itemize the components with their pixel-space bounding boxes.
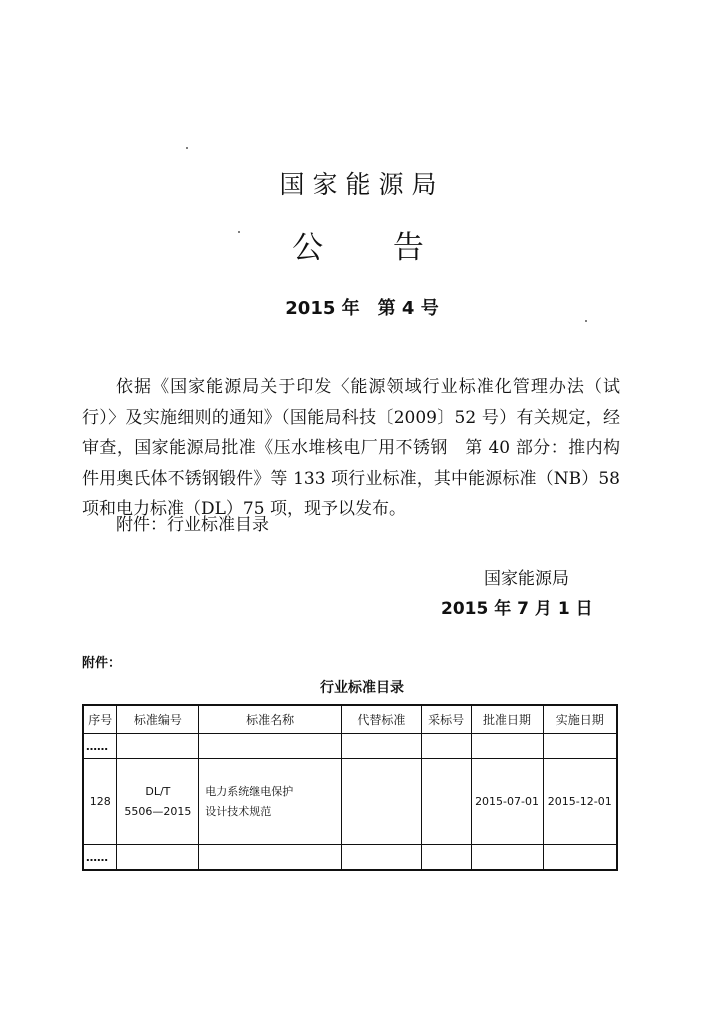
cell-code [117,845,199,871]
table-row [83,734,617,759]
cell-approved [471,845,543,871]
scan-speck [186,147,188,149]
code-line-number: 5506—2015 [124,804,192,818]
scan-speck [238,231,240,233]
cell-seq: 128 [83,759,117,845]
cell-code [117,734,199,759]
attachment-label: 附件： [82,656,122,671]
cell-adopted [421,734,471,759]
cell-seq: …… [83,845,117,871]
signature-organization: 国家能源局 [484,569,569,589]
column-header-code: 标准编号 [117,705,199,734]
issuing-organization-title: 国家能源局 [279,170,445,199]
signature-date: 2015 年 7 月 1 日 [441,599,593,619]
document-type-heading: 公 告 [292,230,454,266]
announcement-paragraph: 依据《国家能源局关于印发〈能源领域行业标准化管理办法（试行）〉及实施细则的通知》（国能局科技〔2009〕52 号）有关规定，经审查，国家能源局批准《压水堆核电厂用不锈钢 第 40 部分：推内构件用奥氏体不锈钢锻件》等 133 项行业标准，其中能源标准（NB）58 项和电力标准（DL）75 项，现予以发布。 [82,377,620,519]
cell-name [199,759,342,845]
announcement-body [82,372,620,525]
cell-replaces [342,759,422,845]
cell-effective [543,845,617,871]
column-header-approved: 批准日期 [471,705,543,734]
cell-code [117,759,199,845]
column-header-seq: 序号 [83,705,117,734]
table-header-row [83,705,617,734]
cell-approved [471,734,543,759]
cell-effective [543,734,617,759]
table-row [83,759,617,845]
standards-catalog-table [82,704,618,871]
table-row [83,845,617,871]
cell-adopted [421,845,471,871]
scan-speck [585,320,587,322]
cell-name [199,845,342,871]
catalog-table-title: 行业标准目录 [320,680,404,696]
column-header-name: 标准名称 [199,705,342,734]
code-line-prefix: DL/T [145,784,171,798]
cell-name [199,734,342,759]
column-header-effective: 实施日期 [543,705,617,734]
cell-adopted [421,759,471,845]
cell-seq: …… [83,734,117,759]
column-header-replaces: 代替标准 [342,705,422,734]
cell-approved: 2015-07-01 [471,759,543,845]
name-line-2: 设计技术规范 [205,804,272,818]
cell-replaces [342,845,422,871]
cell-effective: 2015-12-01 [543,759,617,845]
document-number: 2015 年 第 4 号 [285,298,439,319]
cell-replaces [342,734,422,759]
column-header-adopted: 采标号 [421,705,471,734]
attachment-reference: 附件：行业标准目录 [116,515,269,535]
name-line-1: 电力系统继电保护 [205,784,294,798]
